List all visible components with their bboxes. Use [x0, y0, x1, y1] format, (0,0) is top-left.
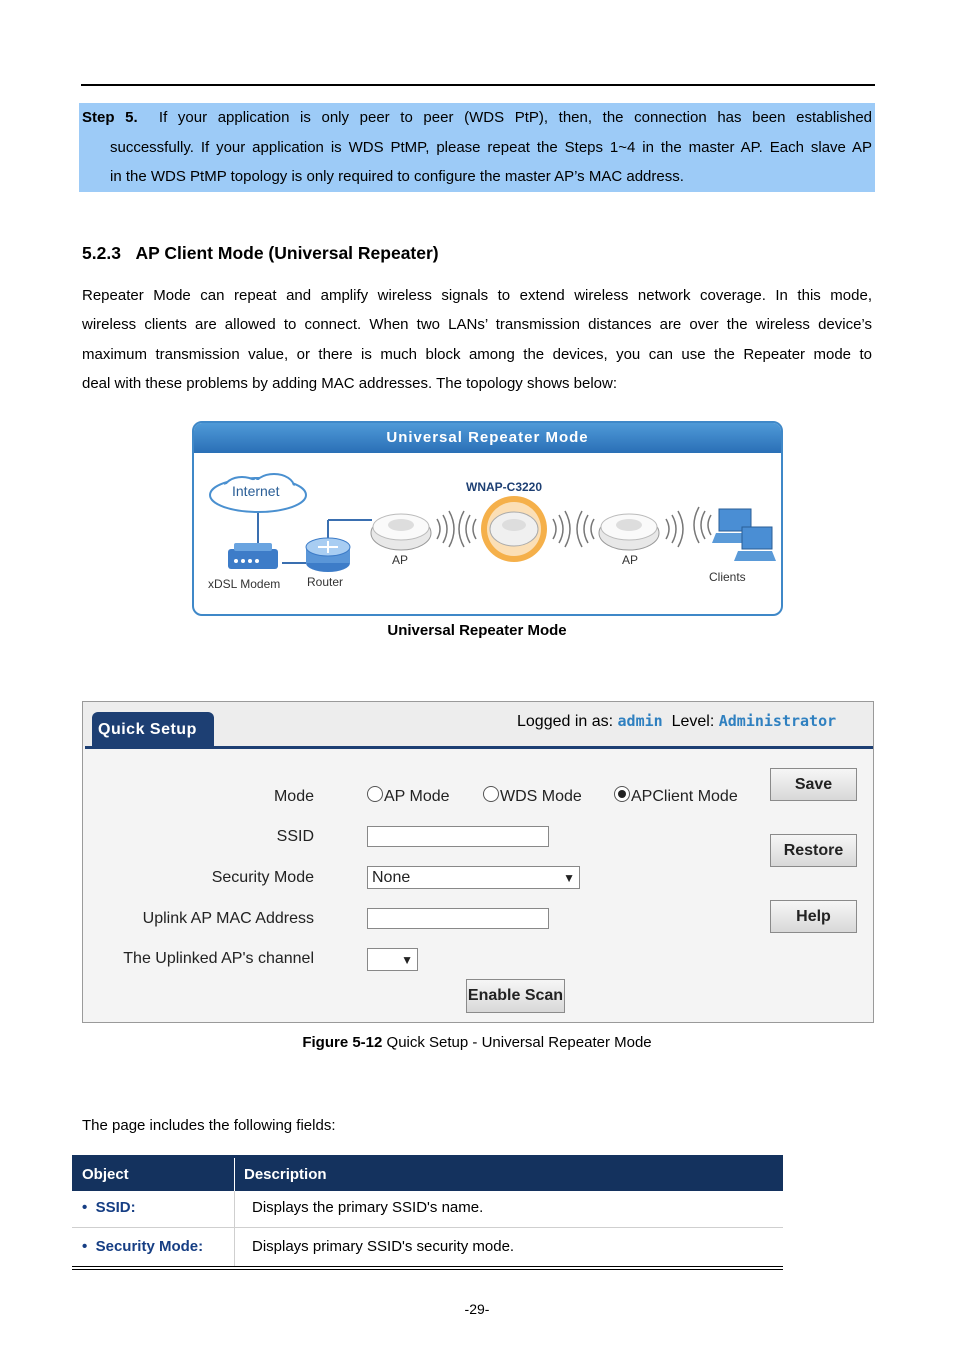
ap-right-label: AP	[622, 553, 639, 567]
topology-graphic	[194, 423, 781, 614]
step-line-3: in the WDS PtMP topology is only required to configure the master AP’s MAC address.	[110, 168, 684, 185]
clients-label: Clients	[709, 570, 746, 584]
channel-label: The Uplinked AP's channel	[123, 950, 314, 967]
chevron-down-icon: ▼	[401, 953, 413, 967]
header-object: Object	[82, 1166, 129, 1183]
object-cell: • Security Mode:	[82, 1238, 204, 1255]
ssid-label: SSID	[276, 828, 314, 845]
access-point-left-icon	[371, 514, 431, 550]
router-icon	[306, 538, 350, 572]
top-rule	[81, 84, 875, 86]
help-button[interactable]: Help	[770, 900, 857, 933]
tab-underline	[85, 746, 873, 749]
security-mode-label: Security Mode	[211, 869, 314, 886]
topology-banner: Universal Repeater Mode	[194, 423, 781, 453]
uplink-mac-label: Uplink AP MAC Address	[142, 910, 314, 927]
channel-select[interactable]	[367, 948, 418, 971]
page-number: -29-	[464, 1301, 490, 1317]
enable-scan-button[interactable]: Enable Scan	[466, 979, 565, 1013]
radio-apclient-mode[interactable]: APClient Mode	[614, 786, 738, 806]
access-point-right-icon	[599, 514, 659, 550]
figure-caption: Figure 5-12 Quick Setup - Universal Repeater Mode	[302, 1034, 652, 1051]
modem-label: xDSL Modem	[208, 577, 281, 591]
wnap-device-icon	[481, 496, 547, 562]
intro-line-4: deal with these problems by adding MAC addresses. The topology shows below:	[82, 375, 618, 392]
quick-setup-panel	[82, 701, 874, 1023]
uplink-mac-input[interactable]	[367, 908, 549, 929]
user-level: Administrator	[718, 712, 837, 730]
radio-circle[interactable]	[483, 786, 499, 802]
wireless-signal-icon	[437, 507, 711, 547]
step-5-box	[79, 103, 875, 192]
fields-intro: The page includes the following fields:	[82, 1117, 336, 1134]
intro-line-2: wireless clients are allowed to connect. When two LANs’ transmission distances are over the wireless device’s	[82, 316, 872, 333]
step-line-1: Step 5. If your application is only peer to peer (WDS PtP), then, the connection has been established	[82, 109, 873, 126]
radio-circle[interactable]	[367, 786, 383, 802]
mode-label: Mode	[273, 788, 314, 805]
ap-left-label: AP	[392, 553, 409, 567]
device-label: WNAP-C3220	[466, 480, 543, 494]
step-line-2: successfully. If your application is WDS PtMP, please repeat the Steps 1~4 in the master AP. Each slave AP	[110, 139, 872, 156]
tab-quick-setup[interactable]: Quick Setup	[92, 712, 214, 748]
description-cell: Displays primary SSID's security mode.	[252, 1238, 515, 1255]
topology-diagram	[192, 421, 783, 616]
intro-line-1: Repeater Mode can repeat and amplify wireless signals to extend wireless network coverage. In this mode,	[82, 287, 872, 304]
ssid-input[interactable]	[367, 826, 549, 847]
security-mode-select[interactable]: None ▼	[367, 866, 580, 889]
description-cell: Displays the primary SSID's name.	[252, 1199, 484, 1216]
radio-ap-mode[interactable]: AP Mode	[367, 786, 450, 806]
router-label: Router	[307, 575, 344, 589]
intro-line-3: maximum transmission value, or there is much block among the devices, you can use the Repeater mode to	[82, 346, 872, 363]
modem-icon	[228, 543, 278, 569]
step-label: Step 5.	[82, 109, 138, 126]
restore-button[interactable]: Restore	[770, 834, 857, 867]
username: admin	[617, 712, 663, 730]
radio-circle-selected[interactable]	[614, 786, 630, 802]
radio-wds-mode[interactable]: WDS Mode	[483, 786, 582, 806]
topology-caption: Universal Repeater Mode	[387, 622, 567, 639]
chevron-down-icon: ▼	[563, 871, 575, 885]
object-cell: • SSID:	[82, 1199, 136, 1216]
login-status: Logged in as: admin Level: Administrator	[517, 712, 837, 730]
internet-label: Internet	[232, 483, 280, 499]
header-description: Description	[244, 1166, 327, 1183]
table-header	[72, 1155, 783, 1191]
save-button[interactable]: Save	[770, 768, 857, 801]
section-heading: 5.2.3 AP Client Mode (Universal Repeater)	[82, 243, 439, 263]
laptop-clients-icon	[712, 509, 776, 561]
